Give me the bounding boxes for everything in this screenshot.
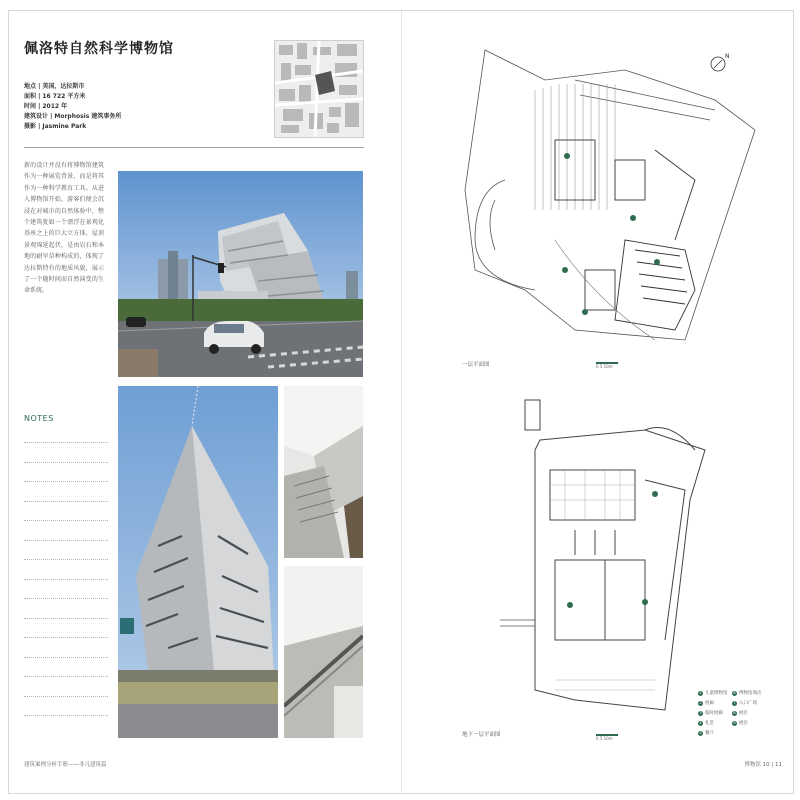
- notes-line: [24, 501, 108, 502]
- legend-item: [732, 690, 762, 696]
- legend-label: 展廊: [705, 701, 714, 706]
- notes-line: [24, 657, 108, 658]
- legend-item: [698, 690, 728, 696]
- photo-interior-stair: [284, 386, 363, 558]
- footer-section-pages: 博物馆 10 | 11: [744, 762, 782, 768]
- legend-number-badge: 4: [699, 720, 702, 725]
- basement-floor-label: 地下一层平面图: [462, 732, 501, 738]
- legend-item: [732, 710, 748, 716]
- legend-number-badge: 6: [733, 690, 736, 695]
- notes-line: [24, 442, 108, 443]
- notes-line: [24, 540, 108, 541]
- legend-number-badge: 2: [699, 700, 702, 705]
- ground-scale-text: 0 5 10m: [596, 364, 613, 369]
- meta-architect: 建筑设计 | Morphosis 建筑事务所: [24, 113, 122, 120]
- meta-location: 地点 | 美国，达拉斯市: [24, 83, 85, 90]
- legend-number-badge: 9: [733, 720, 736, 725]
- legend-number-badge: 1: [699, 690, 702, 695]
- notes-line: [24, 637, 108, 638]
- meta-area: 面积 | 16 722 平方米: [24, 93, 86, 100]
- legend-number-badge: 5: [699, 730, 702, 735]
- legend-item: [732, 700, 757, 706]
- photo-interior-escalator: [284, 566, 363, 738]
- ground-scale-bar: [596, 362, 618, 369]
- north-label: N: [725, 53, 730, 60]
- header-divider: [24, 147, 364, 148]
- notes-line: [24, 579, 108, 580]
- legend-label: 临时展廊: [705, 711, 723, 716]
- project-meta: [24, 82, 121, 132]
- legend-item: [698, 720, 714, 726]
- meta-year: 时间 | 2012 年: [24, 103, 68, 110]
- legend-label: 展区: [739, 721, 748, 726]
- legend-item: [698, 700, 714, 706]
- basement-scale-text: 0 5 10m: [596, 736, 613, 741]
- notes-line: [24, 618, 108, 619]
- legend-label: 餐厅: [705, 731, 714, 736]
- photo-facade: [118, 386, 278, 738]
- legend-number-badge: 3: [699, 710, 702, 715]
- legend-label: 儿童博物馆: [705, 691, 728, 696]
- legend-number-badge: 8: [733, 710, 736, 715]
- notes-line: [24, 481, 108, 482]
- notes-line: [24, 696, 108, 697]
- notes-line: [24, 520, 108, 521]
- page-title: 佩洛特自然科学博物馆: [24, 41, 174, 57]
- body-text: 新的设计并没有将博物馆建筑作为一种展览背景，而是将其作为一种科学教育工具。从进入博物馆开始，游客们便会沉浸在对城市的自然体验中，整个建筑犹如一个漂浮在景观化基座之上的巨大立方体，屋顶景观绵延起伏，是由岩石和本地的耐旱草种构成的，体现了达拉斯特有的地质风貌，展示了一个随时间而自然演变的生命系统。: [24, 162, 104, 295]
- gutter: [401, 11, 402, 793]
- notes-line: [24, 559, 108, 560]
- legend-label: 博物馆商店: [739, 691, 762, 696]
- north-arrow-icon: [708, 50, 732, 74]
- ground-floor-label: 一层平面图: [462, 362, 490, 368]
- legend-item: [698, 710, 723, 716]
- notes-line: [24, 598, 108, 599]
- basement-scale-bar: [596, 734, 618, 741]
- legend-item: [698, 730, 714, 736]
- ground-floor-plan: [455, 40, 765, 360]
- site-map-image: [274, 40, 364, 138]
- legend-label: 入口广场: [739, 701, 757, 706]
- photo-exterior-street: [118, 171, 363, 377]
- meta-photographer: 摄影 | Jasmine Park: [24, 123, 87, 130]
- notes-line: [24, 676, 108, 677]
- notes-line: [24, 462, 108, 463]
- notes-line: [24, 715, 108, 716]
- basement-floor-plan: [495, 390, 725, 720]
- legend-label: 展区: [739, 711, 748, 716]
- notes-title: NOTES: [24, 414, 54, 423]
- legend-label: 礼堂: [705, 721, 714, 726]
- legend-number-badge: 7: [733, 700, 736, 705]
- legend-item: [732, 720, 748, 726]
- footer-book-title: 建筑案例分析手册——非凡建筑篇: [24, 762, 107, 768]
